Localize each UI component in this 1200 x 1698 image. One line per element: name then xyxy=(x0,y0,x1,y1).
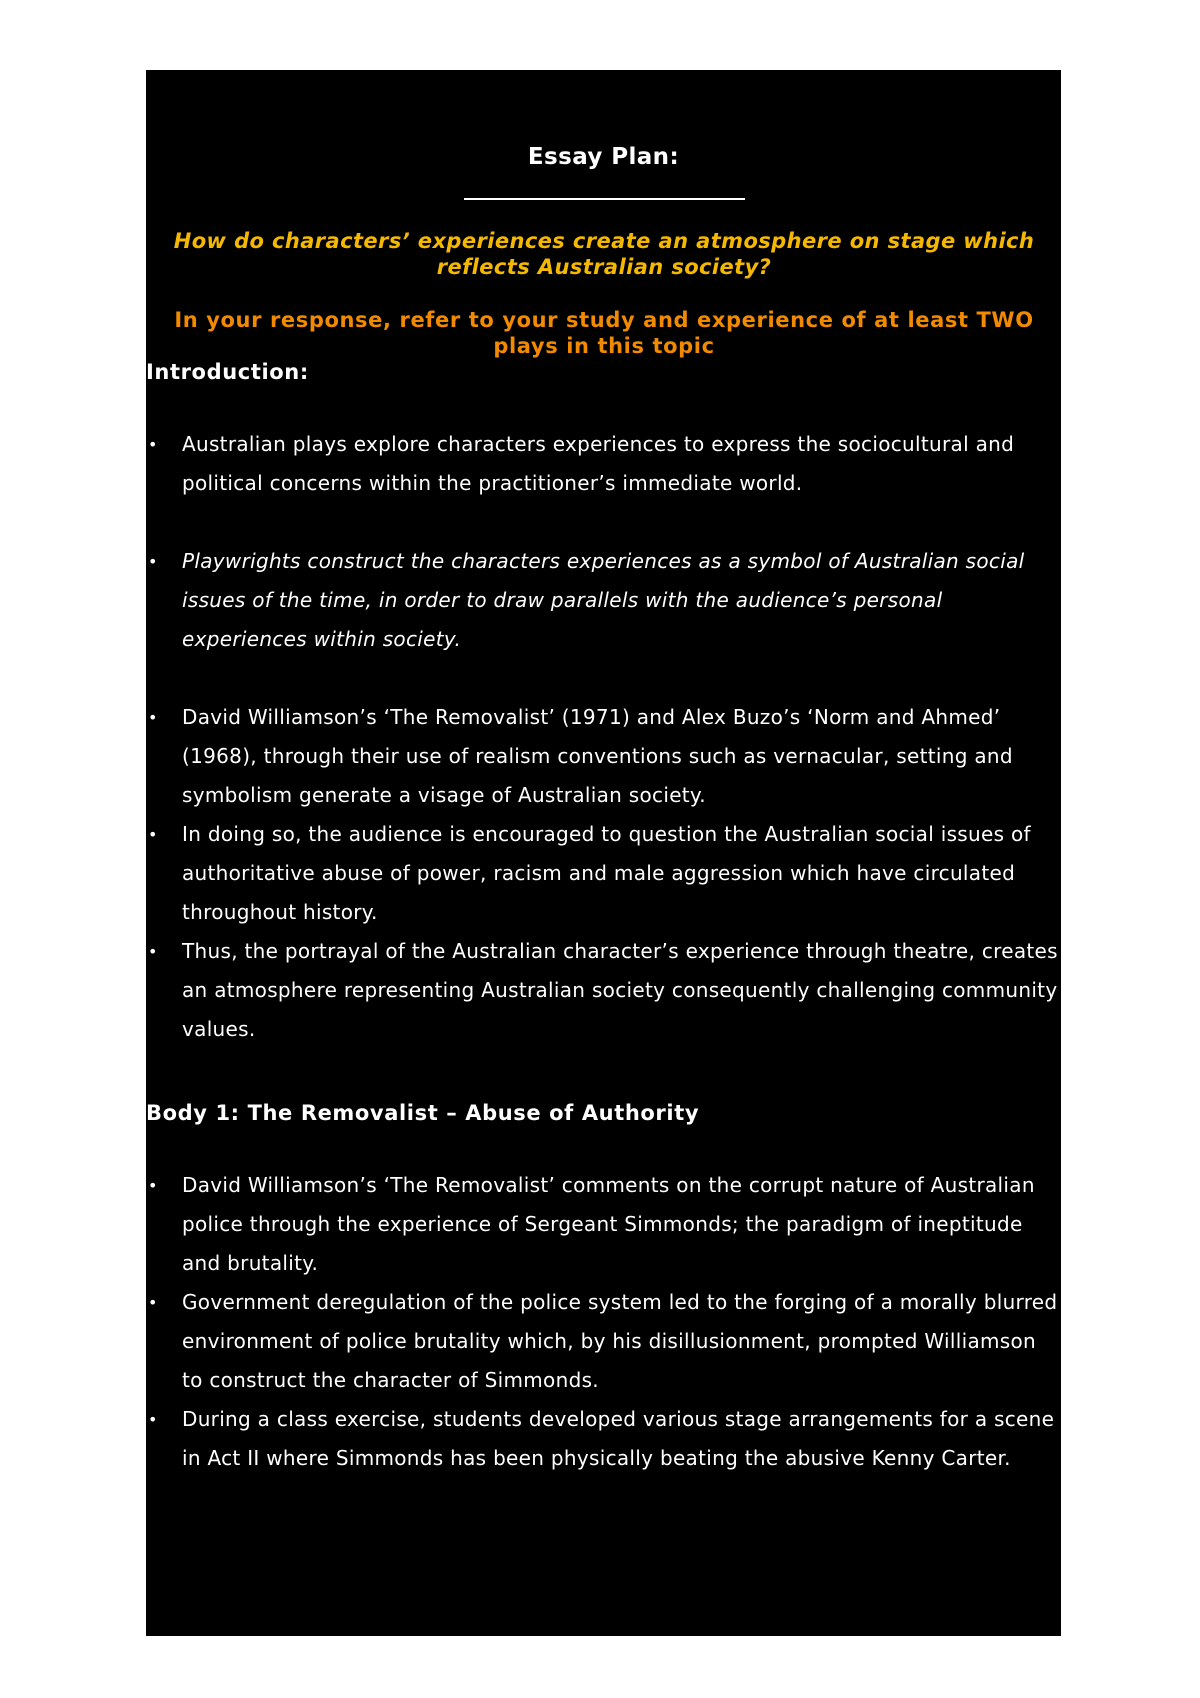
list-item xyxy=(146,698,1061,815)
list-item xyxy=(146,542,1061,659)
title-underline xyxy=(464,198,745,200)
bullet-icon: • xyxy=(148,1176,158,1195)
bullet-icon: • xyxy=(148,1410,158,1429)
body-1-heading: Body 1: The Removalist – Abuse of Authority xyxy=(146,1101,700,1125)
bullet-icon: • xyxy=(148,708,158,727)
list-item xyxy=(146,815,1061,932)
list-item xyxy=(146,932,1061,1049)
list-item xyxy=(146,1400,1061,1478)
list-item xyxy=(146,1283,1061,1400)
document-page xyxy=(146,70,1061,1636)
bullet-icon: • xyxy=(148,435,158,454)
essay-question: How do characters’ experiences create an atmosphere on stage which reflects Australian society? xyxy=(173,229,1035,279)
introduction-heading: Introduction: xyxy=(146,360,309,384)
bullet-icon: • xyxy=(148,1293,158,1312)
page-title: Essay Plan: xyxy=(527,144,680,170)
bullet-icon: • xyxy=(148,825,158,844)
list-item xyxy=(146,1166,1061,1283)
list-item-text: David Williamson’s ‘The Removalist’ (1971) and Alex Buzo’s ‘Norm and Ahmed’ (1968), through their use of realism conventions such as vernacular, setting and symbolism generate a visage of Australian society. xyxy=(182,705,1013,807)
list-item-text: David Williamson’s ‘The Removalist’ comments on the corrupt nature of Australian police through the experience of Sergeant Simmonds; the paradigm of ineptitude and brutality. xyxy=(182,1173,1035,1275)
body-1-list xyxy=(146,1166,1061,1478)
introduction-list xyxy=(146,425,1061,1049)
list-item xyxy=(146,425,1061,503)
essay-instruction: In your response, refer to your study and experience of at least TWO plays in this topic xyxy=(174,308,1034,358)
list-item-text: Australian plays explore characters experiences to express the sociocultural and political concerns within the practitioner’s immediate world. xyxy=(182,432,1015,495)
bullet-icon: • xyxy=(148,552,158,571)
bullet-icon: • xyxy=(148,942,158,961)
list-item-text: During a class exercise, students developed various stage arrangements for a scene in Act II where Simmonds has been physically beating the abusive Kenny Carter. xyxy=(182,1407,1055,1470)
list-item-text: In doing so, the audience is encouraged to question the Australian social issues of authoritative abuse of power, racism and male aggression which have circulated throughout history. xyxy=(182,822,1031,924)
list-item-text: Thus, the portrayal of the Australian character’s experience through theatre, creates an atmosphere representing Australian society consequently challenging community values. xyxy=(182,939,1058,1041)
list-item-text: Playwrights construct the characters experiences as a symbol of Australian social issues of the time, in order to draw parallels with the audience’s personal experiences within society. xyxy=(182,549,1025,651)
list-item-text: Government deregulation of the police system led to the forging of a morally blurred environment of police brutality which, by his disillusionment, prompted Williamson to construct the character of Simmonds. xyxy=(182,1290,1058,1392)
